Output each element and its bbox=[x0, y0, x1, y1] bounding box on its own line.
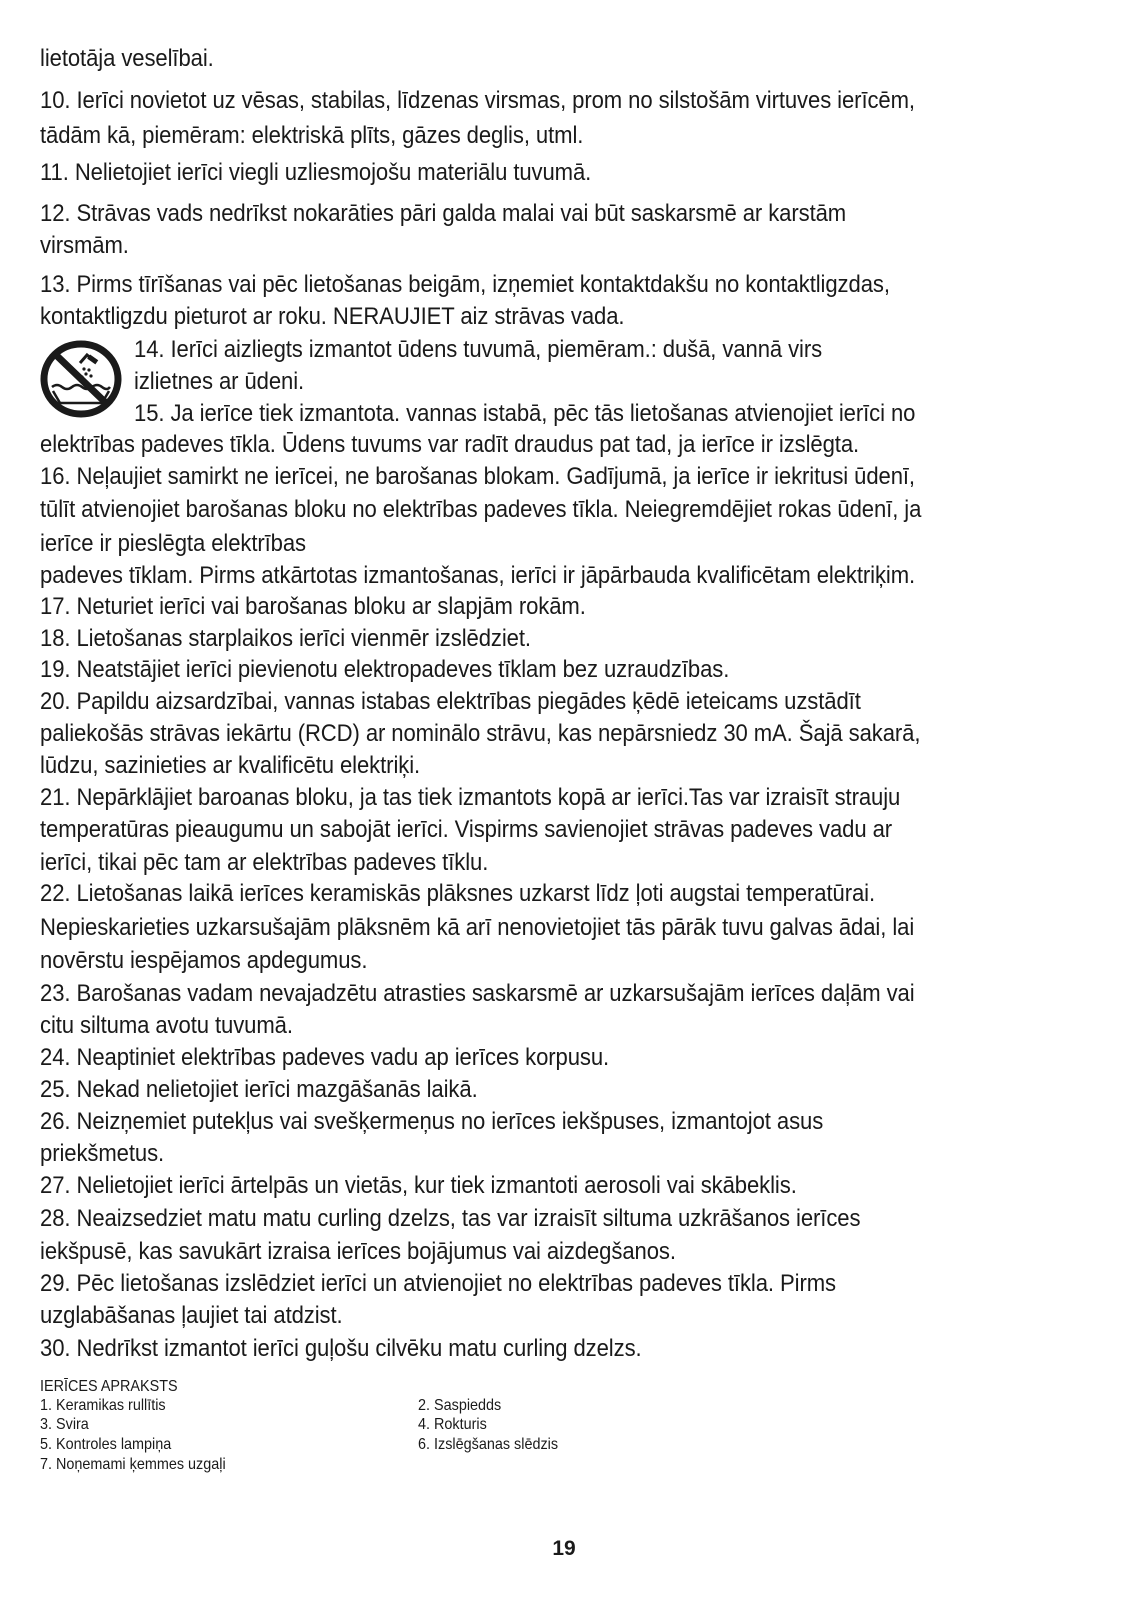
part-list-item: 1. Keramikas rullītis bbox=[40, 1397, 166, 1414]
text-line: 29. Pēc lietošanas izslēdziet ierīci un atvienojiet no elektrības padeves tīkla. Pirms bbox=[40, 1270, 836, 1297]
text-line: 13. Pirms tīrīšanas vai pēc lietošanas beigām, izņemiet kontaktdakšu no kontaktligzdas, bbox=[40, 271, 890, 298]
text-line: virsmām. bbox=[40, 232, 129, 259]
text-line: 27. Nelietojiet ierīci ārtelpās un vietās, kur tiek izmantoti aerosoli vai skābeklis. bbox=[40, 1172, 797, 1199]
text-line: iekšpusē, kas savukārt izraisa ierīces bojājumus vai aizdegšanos. bbox=[40, 1238, 676, 1265]
text-line: ierīce ir pieslēgta elektrības bbox=[40, 530, 307, 557]
text-line: 12. Strāvas vads nedrīkst nokarāties pāri galda malai vai būt saskarsmē ar karstām bbox=[40, 200, 847, 227]
text-line: 21. Nepārklājiet baroanas bloku, ja tas tiek izmantots kopā ar ierīci.Tas var izraisīt strauju bbox=[40, 784, 901, 811]
text-line: kontaktligzdu pieturot ar roku. NERAUJIET aiz strāvas vada. bbox=[40, 303, 625, 330]
text-line: 20. Papildu aizsardzībai, vannas istabas elektrības piegādes ķēdē ieteicams uzstādīt bbox=[40, 688, 861, 715]
text-line: lūdzu, sazinieties ar kvalificētu elektriķi. bbox=[40, 752, 421, 779]
text-line: Nepieskarieties uzkarsušajām plāksnēm kā arī nenovietojiet tās pārāk tuvu galvas ādai, lai bbox=[40, 914, 915, 941]
part-list-item: 5. Kontroles lampiņa bbox=[40, 1436, 172, 1453]
part-list-item: 6. Izslēgšanas slēdzis bbox=[418, 1436, 559, 1453]
text-line: 17. Neturiet ierīci vai barošanas bloku ar slapjām rokām. bbox=[40, 593, 586, 620]
text-line: padeves tīklam. Pirms atkārtotas izmantošanas, ierīci ir jāpārbauda kvalificētam elektriķim. bbox=[40, 562, 916, 589]
text-line: temperatūras pieaugumu un sabojāt ierīci. Vispirms savienojiet strāvas padeves vadu ar bbox=[40, 816, 893, 843]
page-number: 19 bbox=[552, 1537, 576, 1560]
text-line: 26. Neizņemiet putekļus vai svešķermeņus no ierīces iekšpuses, izmantojot asus bbox=[40, 1108, 824, 1135]
no-water-near-appliance-icon bbox=[40, 340, 122, 418]
part-list-item: 4. Rokturis bbox=[418, 1416, 487, 1433]
text-line: lietotāja veselībai. bbox=[40, 45, 214, 72]
text-line: 28. Neaizsedziet matu matu curling dzelzs, tas var izraisīt siltuma uzkrāšanos ierīces bbox=[40, 1205, 861, 1232]
text-line: 22. Lietošanas laikā ierīces keramiskās plāksnes uzkarst līdz ļoti augstai temperatūrai. bbox=[40, 880, 876, 907]
text-line: 16. Neļaujiet samirkt ne ierīcei, ne barošanas blokam. Gadījumā, ja ierīce ir iekritusi ūdenī, bbox=[40, 463, 915, 490]
text-line: 19. Neatstājiet ierīci pievienotu elektropadeves tīklam bez uzraudzības. bbox=[40, 656, 730, 683]
text-line: tādām kā, piemēram: elektriskā plīts, gāzes deglis, utml. bbox=[40, 122, 584, 149]
text-line: 15. Ja ierīce tiek izmantota. vannas istabā, pēc tās lietošanas atvienojiet ierīci no bbox=[134, 400, 916, 427]
text-line: izlietnes ar ūdeni. bbox=[134, 368, 305, 395]
text-line: ierīci, tikai pēc tam ar elektrības padeves tīklu. bbox=[40, 849, 489, 876]
text-line: elektrības padeves tīkla. Ūdens tuvums var radīt draudus pat tad, ja ierīce ir izslēgta. bbox=[40, 431, 860, 458]
text-line: 25. Nekad nelietojiet ierīci mazgāšanās laikā. bbox=[40, 1076, 478, 1103]
text-line: 23. Barošanas vadam nevajadzētu atrasties saskarsmē ar uzkarsušajām ierīces daļām vai bbox=[40, 980, 915, 1007]
text-line: 11. Nelietojiet ierīci viegli uzliesmojošu materiālu tuvumā. bbox=[40, 159, 592, 186]
text-line: uzglabāšanas ļaujiet tai atdzist. bbox=[40, 1302, 343, 1329]
part-list-item: 2. Saspiedds bbox=[418, 1397, 502, 1414]
text-line: 24. Neaptiniet elektrības padeves vadu ap ierīces korpusu. bbox=[40, 1044, 610, 1071]
description-title: IERĪCES APRAKSTS bbox=[40, 1378, 178, 1395]
part-list-item: 7. Noņemami ķemmes uzgaļi bbox=[40, 1456, 226, 1473]
text-line: priekšmetus. bbox=[40, 1140, 165, 1167]
text-line: citu siltuma avotu tuvumā. bbox=[40, 1012, 293, 1039]
part-list-item: 3. Svira bbox=[40, 1416, 89, 1433]
text-line: 18. Lietošanas starplaikos ierīci vienmēr izslēdziet. bbox=[40, 625, 531, 652]
text-line: novērstu iespējamos apdegumus. bbox=[40, 947, 368, 974]
text-line: paliekošās strāvas iekārtu (RCD) ar nominālo strāvu, kas nepārsniedz 30 mA. Šajā sakarā, bbox=[40, 720, 921, 747]
text-line: tūlīt atvienojiet barošanas bloku no elektrības padeves tīkla. Neiegremdējiet rokas ūdenī, ja bbox=[40, 496, 922, 523]
text-line: 10. Ierīci novietot uz vēsas, stabilas, līdzenas virsmas, prom no silstošām virtuves ierīcēm, bbox=[40, 87, 915, 114]
text-line: 14. Ierīci aizliegts izmantot ūdens tuvumā, piemēram.: dušā, vannā virs bbox=[134, 336, 823, 363]
text-line: 30. Nedrīkst izmantot ierīci guļošu cilvēku matu curling dzelzs. bbox=[40, 1335, 642, 1362]
